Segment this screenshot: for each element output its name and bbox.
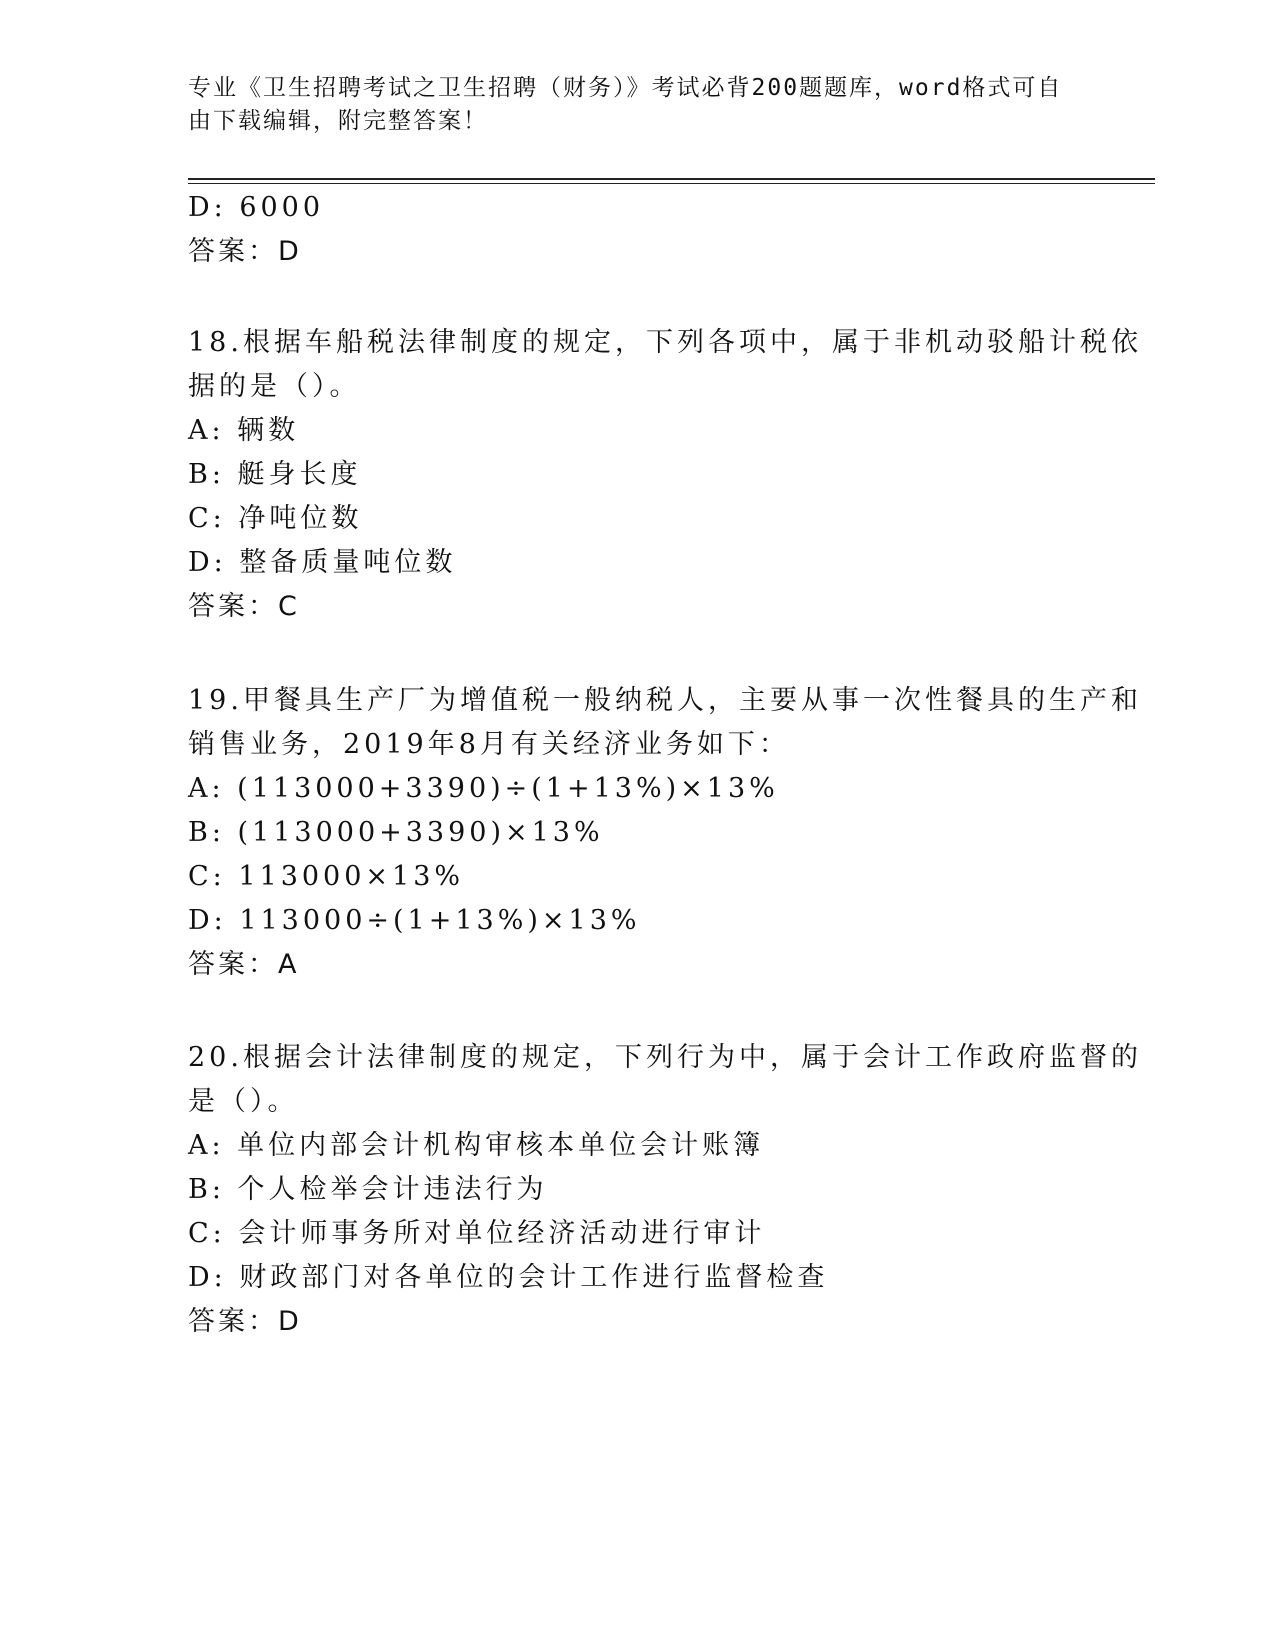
q20-option-b: B: 个人检举会计违法行为 [188,1174,548,1205]
q19-stem-line-2: 销售业务，2019年8月有关经济业务如下： [188,729,790,760]
q20-answer: 答案：D [188,1306,302,1337]
q18-option-d: D: 整备质量吨位数 [188,547,457,578]
q20-stem-line-1: 20.根据会计法律制度的规定，下列行为中，属于会计工作政府监督的 [188,1042,1142,1073]
q18-option-c: C: 净吨位数 [188,503,363,534]
q19-option-c: C: 113000×13% [188,861,465,892]
prev-answer: 答案：D [188,236,302,267]
q19-answer: 答案：A [188,949,300,980]
q19-option-b: B: (113000+3390)×13% [188,817,604,848]
q18-stem-line-2: 据的是（）。 [188,371,361,402]
q20-option-c: C: 会计师事务所对单位经济活动进行审计 [188,1218,766,1249]
q19-stem-line-1: 19.甲餐具生产厂为增值税一般纳税人，主要从事一次性餐具的生产和 [188,685,1142,716]
q19-option-a: A: (113000+3390)÷(1+13%)×13% [188,773,779,804]
q20-option-d: D: 财政部门对各单位的会计工作进行监督检查 [188,1262,829,1293]
header-line-1: 专业《卫生招聘考试之卫生招聘（财务）》考试必背200题题库，word格式可自 [188,75,1063,101]
q19-option-d: D: 113000÷(1+13%)×13% [188,905,641,936]
document-header [188,72,1068,138]
q18-answer: 答案：C [188,591,300,622]
q18-option-a: A: 辆数 [188,415,300,446]
q20-option-a: A: 单位内部会计机构审核本单位会计账簿 [188,1130,765,1161]
header-line-2: 由下载编辑，附完整答案！ [188,108,488,134]
header-divider-thin [188,183,1155,184]
q18-stem-line-1: 18.根据车船税法律制度的规定，下列各项中，属于非机动驳船计税依 [188,327,1142,358]
q18-option-b: B: 艇身长度 [188,459,362,490]
q20-stem-line-2: 是（）。 [188,1086,299,1117]
prev-option-d: D: 6000 [188,192,325,223]
header-divider-thick [188,178,1155,180]
